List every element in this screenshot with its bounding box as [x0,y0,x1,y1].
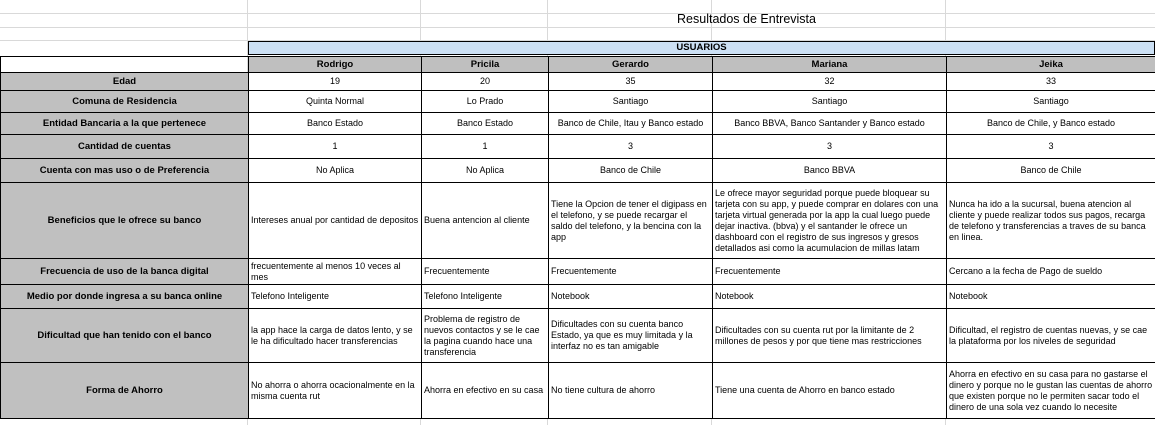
sheet-title: Resultados de Entrevista [677,12,816,26]
table-row [1,73,1155,91]
row-label-edad[interactable]: Edad [1,73,249,91]
table-cell[interactable]: frecuentemente al menos 10 veces al mes [249,259,422,285]
table-cell[interactable]: No Aplica [422,159,549,183]
table-cell[interactable]: Banco de Chile, y Banco estado [947,113,1155,135]
table-row [1,159,1155,183]
table-row [1,113,1155,135]
table-cell[interactable]: 33 [947,73,1155,91]
row-label-entidad[interactable]: Entidad Bancaria a la que pertenece [1,113,249,135]
user-header-row [1,57,1155,73]
table-cell[interactable]: Telefono Inteligente [422,285,549,309]
table-row [1,259,1155,285]
table-cell[interactable]: 3 [549,135,713,159]
table-row [1,183,1155,259]
table-cell[interactable]: Nunca ha ido a la sucursal, buena atencion al cliente y puede realizar todos sus pagos, recarga de telefono y transferencias a traves de su banca en linea. [947,183,1155,259]
row-label-cantidad[interactable]: Cantidad de cuentas [1,135,249,159]
table-cell[interactable]: Banco Estado [249,113,422,135]
table-cell[interactable]: Banco de Chile, Itau y Banco estado [549,113,713,135]
table-row [1,309,1155,363]
row-label-dificultad[interactable]: Dificultad que han tenido con el banco [1,309,249,363]
table-cell[interactable]: 3 [713,135,947,159]
table-cell[interactable]: Cercano a la fecha de Pago de sueldo [947,259,1155,285]
table-cell[interactable]: Frecuentemente [422,259,549,285]
table-cell[interactable]: Tiene la Opcion de tener el digipass en el telefono, y se puede recargar el saldo del telefono, y la bencina con la app [549,183,713,259]
table-cell[interactable]: la app hace la carga de datos lento, y se le ha dificultado hacer transferencias [249,309,422,363]
table-cell[interactable]: Ahorra en efectivo en su casa para no gastarse el dinero y porque no le gustan las cuentas de ahorro que existen porque no le permiten sacar todo el dinero de una sola vez cuando lo necesite [947,363,1155,419]
table-cell[interactable]: No ahorra o ahorra ocacionalmente en la misma cuenta rut [249,363,422,419]
table-cell[interactable]: Problema de registro de nuevos contactos y se le cae la pagina cuando hace una transferencia [422,309,549,363]
table-cell[interactable]: Banco Estado [422,113,549,135]
table-cell[interactable]: No Aplica [249,159,422,183]
row-label-beneficios[interactable]: Beneficios que le ofrece su banco [1,183,249,259]
table-cell[interactable]: 1 [422,135,549,159]
user-name-mariana[interactable]: Mariana [713,57,947,73]
table-cell[interactable]: Santiago [713,91,947,113]
row-label-ahorro[interactable]: Forma de Ahorro [1,363,249,419]
table-cell[interactable]: 19 [249,73,422,91]
table-cell[interactable]: Ahorra en efectivo en su casa [422,363,549,419]
table-cell[interactable]: 1 [249,135,422,159]
table-cell[interactable]: Notebook [713,285,947,309]
row-label-frecuencia[interactable]: Frecuencia de uso de la banca digital [1,259,249,285]
row-label-preferencia[interactable]: Cuenta con mas uso o de Preferencia [1,159,249,183]
table-cell[interactable]: Tiene una cuenta de Ahorro en banco estado [713,363,947,419]
row-label-medio[interactable]: Medio por donde ingresa a su banca online [1,285,249,309]
table-cell[interactable]: 32 [713,73,947,91]
table-cell[interactable]: Notebook [549,285,713,309]
table-cell[interactable]: Lo Prado [422,91,549,113]
table-cell[interactable]: Dificultad, el registro de cuentas nuevas, y se cae la plataforma por los niveles de seguridad [947,309,1155,363]
user-name-pricila[interactable]: Pricila [422,57,549,73]
table-cell[interactable]: Intereses anual por cantidad de depositos [249,183,422,259]
table-row [1,135,1155,159]
table-cell[interactable]: Frecuentemente [713,259,947,285]
table-cell[interactable]: Banco BBVA, Banco Santander y Banco estado [713,113,947,135]
row-label-comuna[interactable]: Comuna de Residencia [1,91,249,113]
table-cell[interactable]: Banco de Chile [947,159,1155,183]
table-row [1,363,1155,419]
table-row [1,91,1155,113]
table-cell[interactable]: Notebook [947,285,1155,309]
table-cell[interactable]: Quinta Normal [249,91,422,113]
table-cell[interactable]: Telefono Inteligente [249,285,422,309]
table-cell[interactable]: Banco BBVA [713,159,947,183]
table-cell[interactable]: Dificultades con su cuenta banco Estado, ya que es muy limitada y la interfaz no es tan amigable [549,309,713,363]
user-name-rodrigo[interactable]: Rodrigo [249,57,422,73]
table-cell[interactable]: 35 [549,73,713,91]
table-cell[interactable]: Buena antencion al cliente [422,183,549,259]
table-cell[interactable]: Le ofrece mayor seguridad porque puede bloquear su tarjeta con su app, y puede comprar en dolares con una tarjeta virtual generada por la app la cual luego puede dejar inactiva. (bbva) y el santander le ofrece un dashboard con el registro de sus ingresos y gresos detallados asi como la acumulacion de millas latam [713,183,947,259]
user-name-jeika[interactable]: Jeika [947,57,1155,73]
interview-results-table [0,56,1155,419]
users-group-header: USUARIOS [248,41,1155,55]
table-row [1,285,1155,309]
user-name-gerardo[interactable]: Gerardo [549,57,713,73]
table-cell[interactable]: Santiago [549,91,713,113]
table-cell[interactable]: 20 [422,73,549,91]
table-cell[interactable]: Dificultades con su cuenta rut por la limitante de 2 millones de pesos y por que tiene mas restricciones [713,309,947,363]
table-cell[interactable]: Banco de Chile [549,159,713,183]
table-cell[interactable]: Santiago [947,91,1155,113]
table-cell[interactable]: 3 [947,135,1155,159]
corner-cell [1,57,249,73]
table-cell[interactable]: Frecuentemente [549,259,713,285]
table-cell[interactable]: No tiene cultura de ahorro [549,363,713,419]
